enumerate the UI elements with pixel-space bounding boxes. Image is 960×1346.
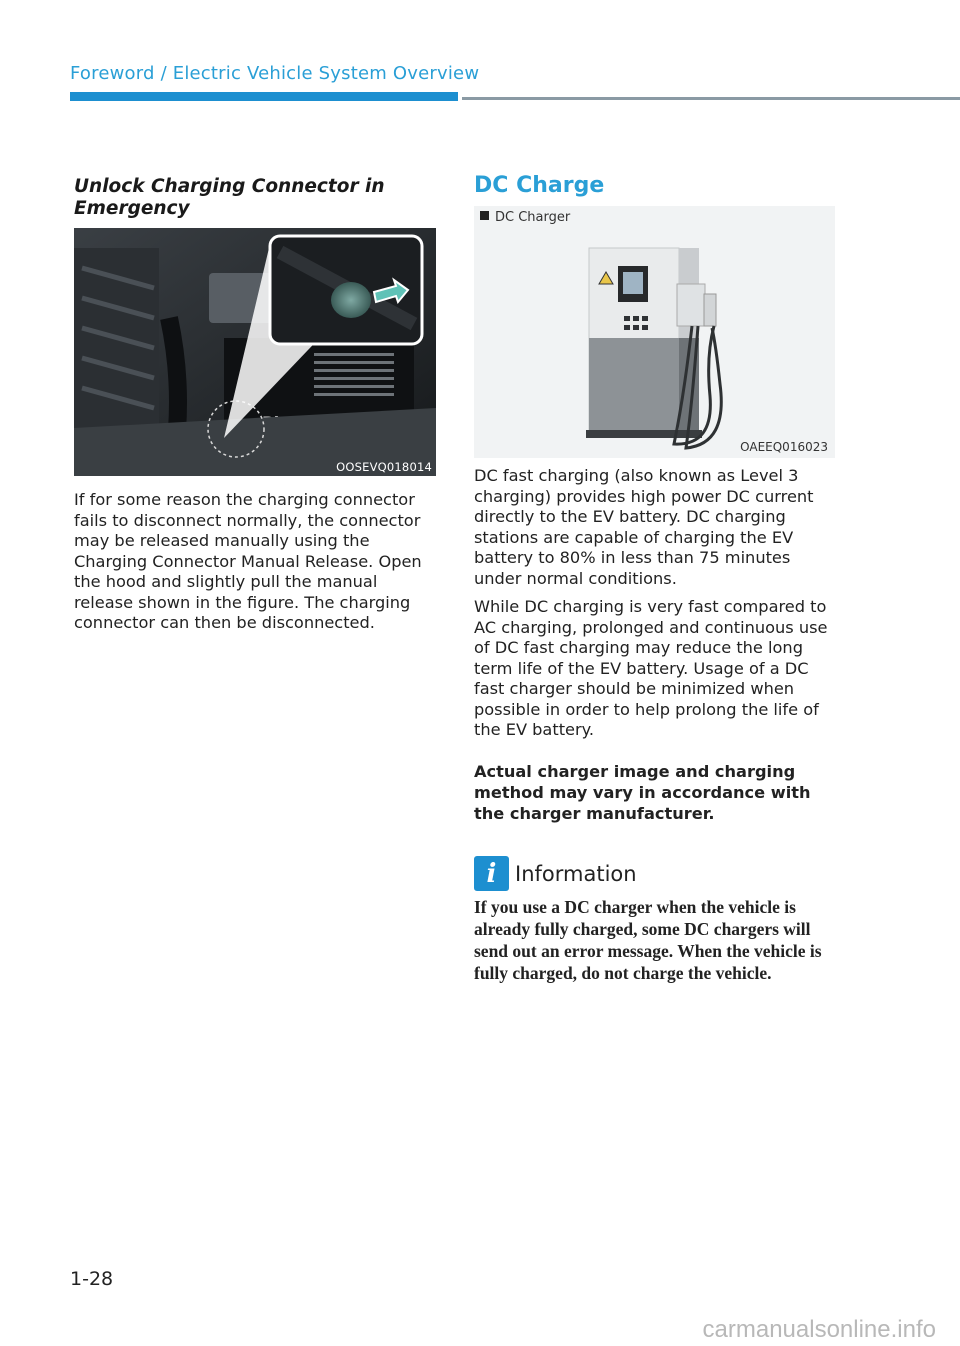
dc-charger-figure (474, 206, 835, 458)
dc-note: Actual charger image and charging method may vary in accordance with the charger manufacturer. (474, 761, 811, 823)
information-body: If you use a DC charger when the vehicle is already fully charged, some DC chargers will send out an error message. When the vehicle is fully charged, do not charge the vehicle. (474, 896, 822, 983)
dc-charger-illustration (474, 206, 835, 458)
information-title: Information (515, 861, 637, 886)
right-column (474, 172, 838, 984)
section-heading-dc-charge: DC Charge (474, 173, 605, 198)
breadcrumb: Foreword / Electric Vehicle System Overview (70, 63, 480, 84)
page-number: 1-28 (70, 1268, 114, 1290)
dc-paragraph-1: DC fast charging (also known as Level 3 charging) provides high power DC current directly to the EV battery. DC charging stations are capable of charging the EV battery to 80% in less than 75 minutes under normal conditions. (474, 466, 814, 588)
header-accent-bar (70, 92, 458, 101)
header-divider (462, 97, 960, 100)
figure-caption-text: DC Charger (495, 210, 571, 225)
watermark: carmanualsonline.info (702, 1316, 936, 1343)
dc-paragraph-2: While DC charging is very fast compared to AC charging, prolonged and continuous use of DC fast charging may reduce the long term life of the EV battery. Usage of a DC fast charger should be minimized when possible in order to help prolong the life of the EV battery. (474, 597, 828, 739)
information-header (474, 856, 838, 892)
engine-bay-illustration (74, 228, 436, 476)
engine-bay-photo (74, 228, 436, 476)
left-column (74, 176, 438, 634)
section-heading-unlock: Unlock Charging Connector in Emergency (74, 176, 385, 219)
image-code-right: OAEEQ016023 (740, 440, 828, 454)
image-code-left: OOSEVQ018014 (336, 460, 432, 474)
unlock-body-text: If for some reason the charging connector fails to disconnect normally, the connector may be released manually using the Charging Connector Manual Release. Open the hood and slightly pull the manual release shown in the figure. The charging connector can then be disconnected. (74, 490, 422, 632)
info-icon: i (474, 856, 509, 891)
